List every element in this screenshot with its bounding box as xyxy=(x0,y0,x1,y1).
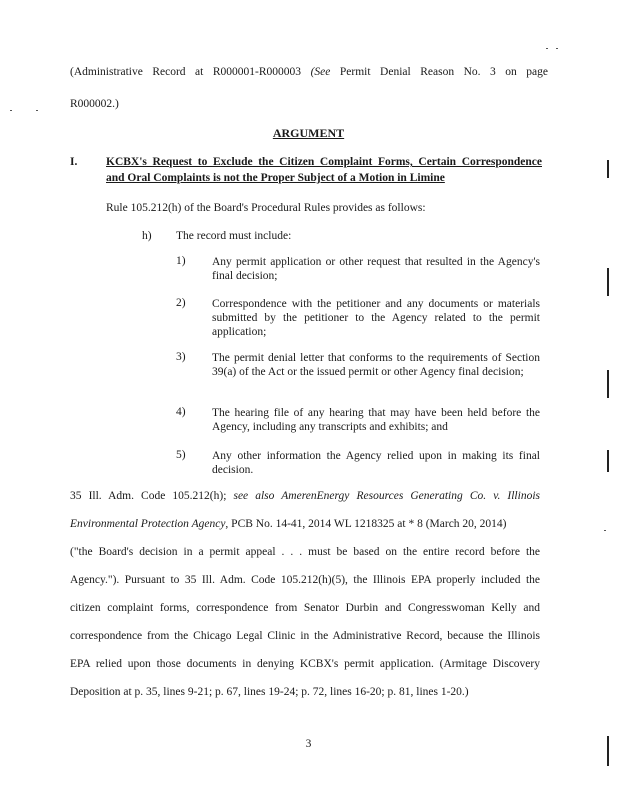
margin-revision-bar xyxy=(607,736,609,766)
item-number: 4) xyxy=(176,406,186,418)
item-number: 5) xyxy=(176,449,186,461)
item-number: 2) xyxy=(176,297,186,309)
scan-speck xyxy=(556,48,558,49)
section-title-line-2: and Oral Complaints is not the Proper Subject of a Motion in Limine xyxy=(106,172,445,184)
body-line: EPA relied upon those documents in denying KCBX's permit application. (Armitage Discovery xyxy=(70,658,540,670)
scan-speck xyxy=(604,530,606,531)
scan-speck xyxy=(546,48,548,49)
scan-speck xyxy=(10,110,12,111)
body-line: correspondence from the Chicago Legal Clinic in the Administrative Record, because the Illinois xyxy=(70,630,540,642)
argument-heading: ARGUMENT xyxy=(272,126,345,140)
margin-revision-bar xyxy=(607,268,609,296)
body-line: Agency."). Pursuant to 35 Ill. Adm. Code 105.212(h)(5), the Illinois EPA properly included the xyxy=(70,574,540,586)
see-signal: (See xyxy=(310,66,331,78)
citation-line xyxy=(70,490,540,502)
subsection-label: h) xyxy=(142,230,152,242)
see-also-case: see also AmerenEnergy Resources Generating Co. v. Illinois xyxy=(233,490,540,502)
admin-record-line xyxy=(70,66,548,78)
item-text: The permit denial letter that conforms to the requirements of Section 39(a) of the Act or the issued permit or other Agency final decision; xyxy=(212,352,540,378)
item-text: Correspondence with the petitioner and any documents or materials submitted by the petitioner to the Agency related to the permit application; xyxy=(212,298,540,338)
item-text: The hearing file of any hearing that may have been held before the Agency, including any transcripts and exhibits; and xyxy=(212,407,540,433)
section-title-line-1: KCBX's Request to Exclude the Citizen Complaint Forms, Certain Correspondence xyxy=(106,156,542,168)
item-number: 3) xyxy=(176,351,186,363)
agency-name: Environmental Protection Agency xyxy=(70,518,226,530)
citation-reporter: , PCB No. 14-41, 2014 WL 1218325 at * 8 (March 20, 2014) xyxy=(225,518,507,530)
citation-text: 35 Ill. Adm. Code 105.212(h); xyxy=(70,490,234,502)
item-number: 1) xyxy=(176,255,186,267)
margin-revision-bar xyxy=(607,450,609,472)
body-line: ("the Board's decision in a permit appeal . . . must be based on the entire record before the xyxy=(70,546,540,558)
item-text: Any other information the Agency relied upon in making its final decision. xyxy=(212,450,540,476)
item-text: Any permit application or other request that resulted in the Agency's final decision; xyxy=(212,256,540,282)
body-line: citizen complaint forms, correspondence from Senator Durbin and Congresswoman Kelly and xyxy=(70,602,540,614)
body-last-line: Deposition at p. 35, lines 9-21; p. 67, lines 19-24; p. 72, lines 16-20; p. 81, lines 1-20.) xyxy=(70,686,469,698)
rule-intro: Rule 105.212(h) of the Board's Procedural Rules provides as follows: xyxy=(106,202,426,214)
citation-line-2 xyxy=(70,518,507,530)
section-number: I. xyxy=(70,156,78,168)
margin-revision-bar xyxy=(607,370,609,398)
subsection-text: The record must include: xyxy=(176,230,292,242)
scan-speck xyxy=(36,110,38,111)
page-number: 3 xyxy=(305,738,312,750)
margin-revision-bar xyxy=(607,160,609,178)
admin-record-text-1: (Administrative Record at R000001-R000003 xyxy=(70,66,311,78)
admin-record-text-2: Permit Denial Reason No. 3 on page xyxy=(330,66,549,78)
record-page-line: R000002.) xyxy=(70,98,119,110)
